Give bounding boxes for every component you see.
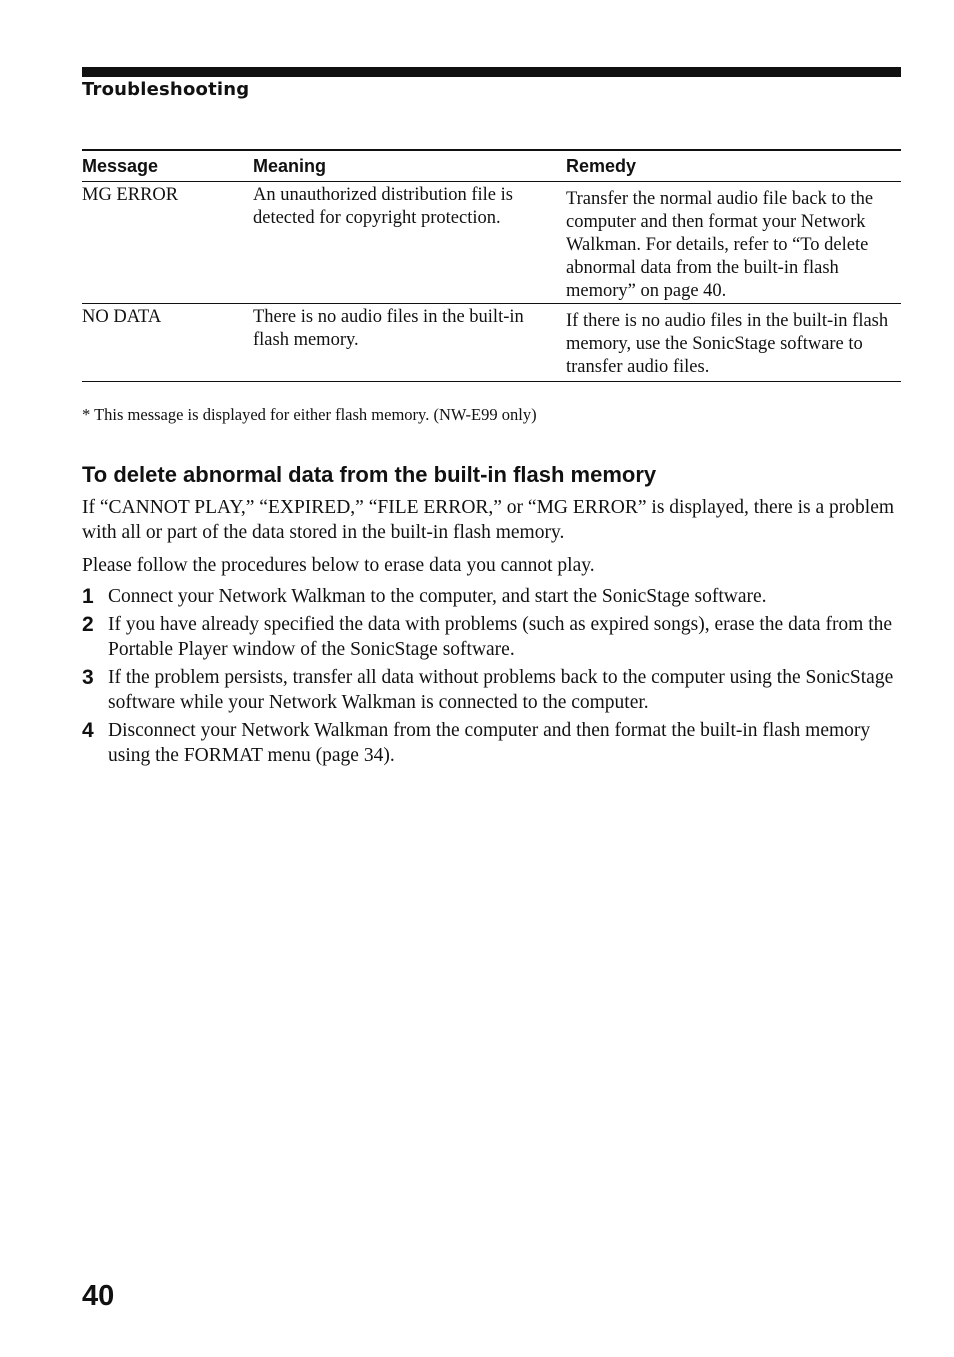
cell-message: NO DATA [82, 304, 253, 382]
step-item [82, 665, 902, 715]
intro-paragraph: If “CANNOT PLAY,” “EXPIRED,” “FILE ERROR,” or “MG ERROR” is displayed, there is a problem with all or part of the data stored in the built-in flash memory. [82, 497, 895, 543]
column-header-remedy: Remedy [566, 151, 901, 182]
step-text: Connect your Network Walkman to the computer, and start the SonicStage software. [108, 586, 767, 607]
step-item [82, 584, 902, 609]
table-row [82, 182, 901, 304]
footnote: * This message is displayed for either flash memory. (NW-E99 only) [82, 405, 537, 424]
step-item [82, 612, 902, 662]
message-table [82, 149, 901, 382]
step-item [82, 718, 902, 768]
section-header: Troubleshooting [82, 79, 250, 100]
step-text: If the problem persists, transfer all data without problems back to the computer using the SonicStage software while your Network Walkman is connected to the computer. [108, 667, 894, 713]
header-rule [82, 67, 901, 77]
section-title: To delete abnormal data from the built-in flash memory [82, 462, 657, 487]
step-number: 4 [82, 719, 94, 742]
cell-meaning: An unauthorized distribution file is detected for copyright protection. [253, 182, 566, 304]
step-list [82, 584, 902, 771]
step-number: 3 [82, 666, 94, 689]
page-number: 40 [82, 1280, 115, 1312]
column-header-message: Message [82, 151, 253, 182]
table-header-row [82, 151, 901, 182]
cell-remedy: If there is no audio files in the built-in flash memory, use the SonicStage software to transfer audio files. [566, 304, 901, 382]
step-number: 1 [82, 585, 94, 608]
cell-remedy: Transfer the normal audio file back to the computer and then format your Network Walkman. For details, refer to “To delete abnormal data from the built-in flash memory” on page 40. [566, 182, 901, 304]
step-number: 2 [82, 613, 94, 636]
column-header-meaning: Meaning [253, 151, 566, 182]
cell-meaning: There is no audio files in the built-in flash memory. [253, 304, 566, 382]
lead-paragraph: Please follow the procedures below to erase data you cannot play. [82, 555, 595, 576]
step-text: Disconnect your Network Walkman from the computer and then format the built-in flash memory using the FORMAT menu (page 34). [108, 720, 871, 766]
step-text: If you have already specified the data with problems (such as expired songs), erase the data from the Portable Player window of the SonicStage software. [108, 614, 893, 660]
table-row [82, 304, 901, 382]
cell-message: MG ERROR [82, 182, 253, 304]
